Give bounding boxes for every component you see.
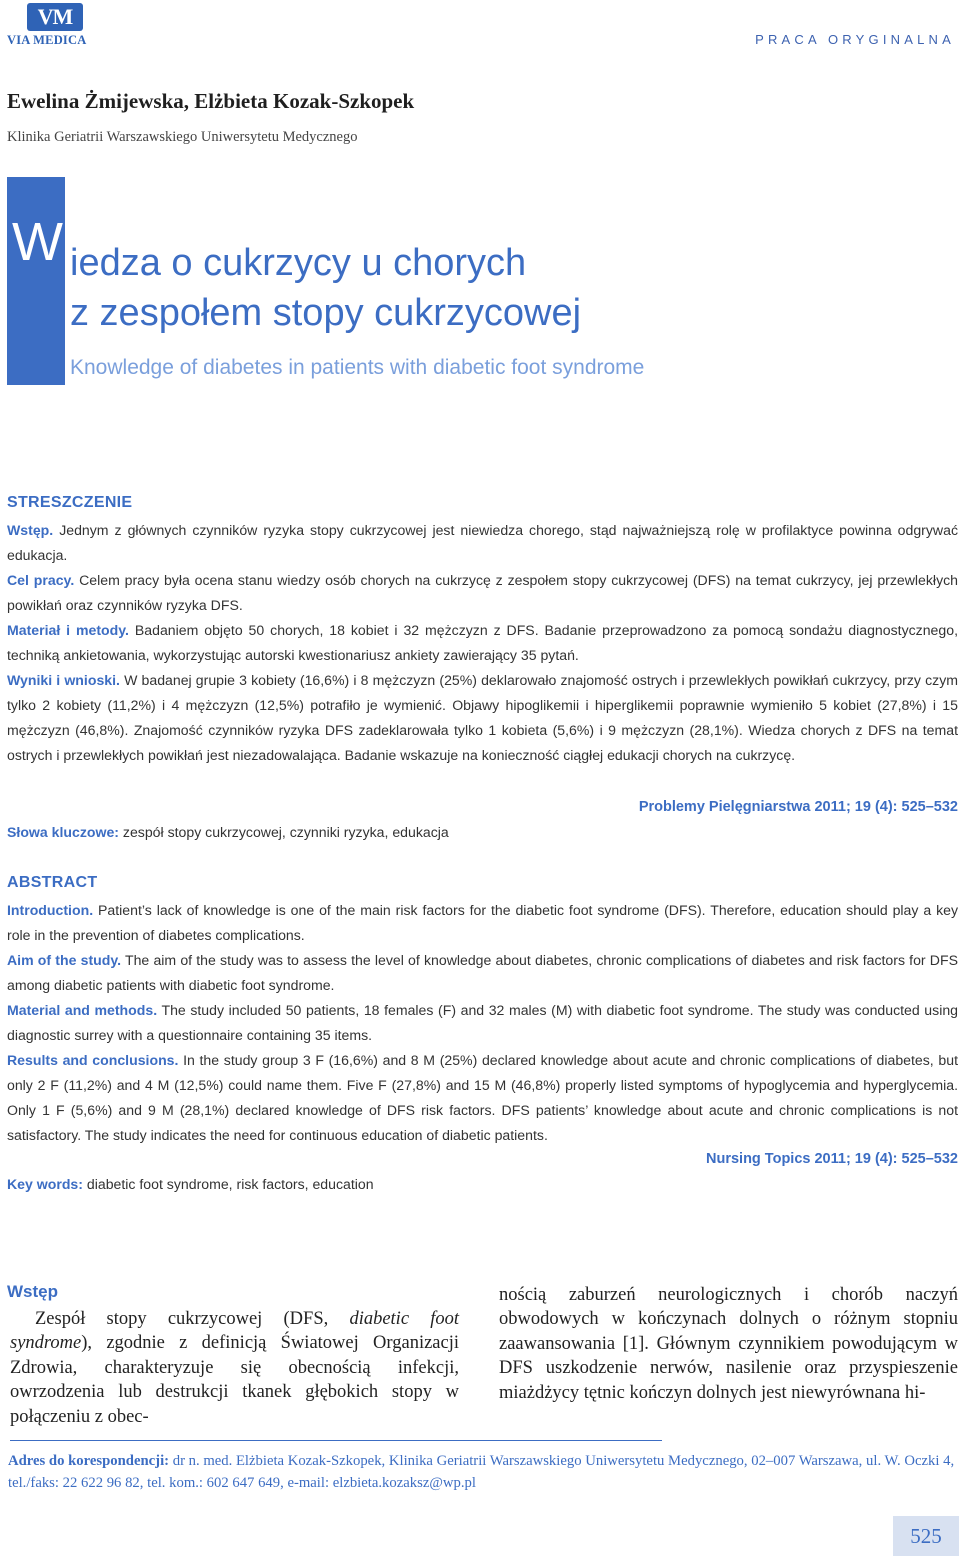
title-accent-bar — [7, 177, 65, 385]
english-keywords — [7, 1176, 374, 1192]
abstract-results — [7, 1048, 958, 1148]
wstep-label: Wstęp. — [7, 522, 54, 538]
body-left-text-1: Zespół stopy cukrzycowej (DFS, — [35, 1309, 350, 1329]
publisher-logo — [7, 3, 99, 47]
intro-text: Patient’s lack of knowledge is one of the main risk factors for the diabetic foot syndrome (DFS). Therefore, education should play a key role in the prevention of diabetes complications. — [7, 902, 958, 943]
body-left-italic: diabetic foot syndrome — [10, 1309, 459, 1354]
streszczenie-body — [7, 518, 958, 768]
keywords-en: diabetic foot syndrome, risk factors, education — [82, 1176, 374, 1192]
title-initial: W — [12, 212, 63, 272]
keywords-label-en: Key words: — [7, 1176, 83, 1192]
title-line-2: z zespołem stopy cukrzycowej — [70, 292, 582, 334]
keywords-pl: zespół stopy cukrzycowej, czynniki ryzyka, edukacja — [119, 824, 449, 840]
body-left-text-2: ), zgodnie z definicją Światowej Organizacji Zdrowia, charakteryzuje się obecnością infekcji, owrzodzenia lub destrukcji tkanek głębokich stopy w połączeniu z obec- — [10, 1333, 459, 1427]
correspondence-address — [8, 1450, 958, 1494]
abstract-heading: ABSTRACT — [7, 874, 98, 891]
body-column-left — [10, 1307, 459, 1429]
material-label: Materiał i metody. — [7, 622, 129, 638]
body-heading: Wstęp — [7, 1282, 58, 1301]
abstract-aim — [7, 948, 958, 998]
polish-keywords — [7, 824, 449, 840]
correspondence-label: Adres do korespondencji: — [8, 1453, 170, 1469]
wyniki-label: Wyniki i wnioski. — [7, 672, 120, 688]
logo-text: VIA MEDICA — [7, 33, 87, 47]
affiliation: Klinika Geriatrii Warszawskiego Uniwersytetu Medycznego — [7, 129, 358, 145]
wyniki-text: W badanej grupie 3 kobiety (16,6%) i 8 mężczyzn (25%) deklarowało znajomość ostrych i przewlekłych powikłań cukrzycy, przy czym tylko 2 kobiety (11,2%) i 4 mężczyzn (12,5%) potrafiło je wymienić. Objawy hipoglikemii i hiperglikemii poprawnie wymieniło 5 kobiet (27,8%) i 15 mężczyzn (46,8%). Znajomość czynników ryzyka DFS zadeklarowała tylko 1 kobieta (5,6%) i 9 mężczyzn (28,1%). Wiedza chorych z DFS na temat ostrych i przewlekłych powikłań jest niezadowalająca. Badanie wskazuje na konieczność ciągłej edukacji chorych na cukrzycę. — [7, 672, 958, 763]
title-line-1: iedza o cukrzycy u chorych — [70, 242, 527, 284]
section-label: PRACA ORYGINALNA — [755, 32, 955, 47]
page-number: 525 — [893, 1516, 959, 1556]
english-title: Knowledge of diabetes in patients with diabetic foot syndrome — [70, 356, 645, 379]
abstract-body — [7, 898, 958, 1148]
streszczenie-wstep — [7, 518, 958, 568]
results-text: In the study group 3 F (16,6%) and 8 M (25%) declared knowledge about acute and chronic complications of diabetes, but only 2 F (11,2%) and 4 M (12,5%) could name them. Five F (27,8%) and 15 M (46,8%) properly listed symptoms of hypoglycemia and hyperglycemia. Only 1 F (5,6%) and 9 M (28,1%) declared knowledge of DFS risk factors. DFS patients’ knowledge about acute and chronic complications is not satisfactory. The study indicates the need for continuous education of diabetic patients. — [7, 1052, 958, 1143]
streszczenie-cel — [7, 568, 958, 618]
material-text: Badaniem objęto 50 chorych, 18 kobiet i 32 mężczyzn z DFS. Badanie przeprowadzono za pomocą sondażu diagnostycznego, techniką ankietowania, wykorzystując autorski kwestionariusz ankiety zawierający 35 pytań. — [7, 622, 958, 663]
keywords-label-pl: Słowa kluczowe: — [7, 824, 119, 840]
authors: Ewelina Żmijewska, Elżbieta Kozak-Szkopek — [7, 89, 415, 113]
wstep-text: Jednym z głównych czynników ryzyka stopy cukrzycowej jest niewiedza chorego, stąd najważniejszą rolę w profilaktyce powinna odgrywać edukacja. — [7, 522, 958, 563]
abstract-methods — [7, 998, 958, 1048]
polish-citation: Problemy Pielęgniarstwa 2011; 19 (4): 525–532 — [638, 799, 958, 815]
english-citation: Nursing Topics 2011; 19 (4): 525–532 — [706, 1151, 958, 1167]
aim-text: The aim of the study was to assess the level of knowledge about diabetes, chronic complications of diabetes and risk factors for DFS among diabetic patients with diabetic foot syndrome. — [7, 952, 958, 993]
body-column-right: nością zaburzeń neurologicznych i chorób naczyń obwodowych w kończynach dolnych o różnym stopniu zaawansowania [1]. Głównym czynnikiem powodującym w DFS uszkodzenie nerwów, nasilenie oraz przyspieszenie miażdżycy tętnic kończyn dolnych jest niewyrównana hi- — [499, 1285, 958, 1403]
streszczenie-heading: STRESZCZENIE — [7, 494, 133, 511]
intro-label: Introduction. — [7, 902, 94, 918]
methods-text: The study included 50 patients, 18 females (F) and 32 males (M) with diabetic foot syndrome. The study was conducted using diagnostic surrey with a questionnaire containing 35 items. — [7, 1002, 959, 1043]
correspondence-text: dr n. med. Elżbieta Kozak-Szkopek, Klinika Geriatrii Warszawskiego Uniwersytetu Medycznego, 02–007 Warszawa, ul. W. Oczki 4, tel./faks: 22 622 96 82, tel. kom.: 602 647 649, e-mail: elzbieta.kozaksz@wp.pl — [8, 1453, 955, 1491]
aim-label: Aim of the study. — [7, 952, 122, 968]
streszczenie-wyniki — [7, 668, 958, 768]
abstract-intro — [7, 898, 958, 948]
results-label: Results and conclusions. — [7, 1052, 179, 1068]
methods-label: Material and methods. — [7, 1002, 158, 1018]
cel-text: Celem pracy była ocena stanu wiedzy osób chorych na cukrzycę z zespołem stopy cukrzycowej (DFS) na temat cukrzycy, jej przewlekłych powikłań oraz czynników ryzyka DFS. — [7, 572, 958, 613]
streszczenie-material — [7, 618, 958, 668]
cel-label: Cel pracy. — [7, 572, 75, 588]
footer-divider — [10, 1440, 662, 1441]
logo-mark: VM — [27, 3, 83, 31]
